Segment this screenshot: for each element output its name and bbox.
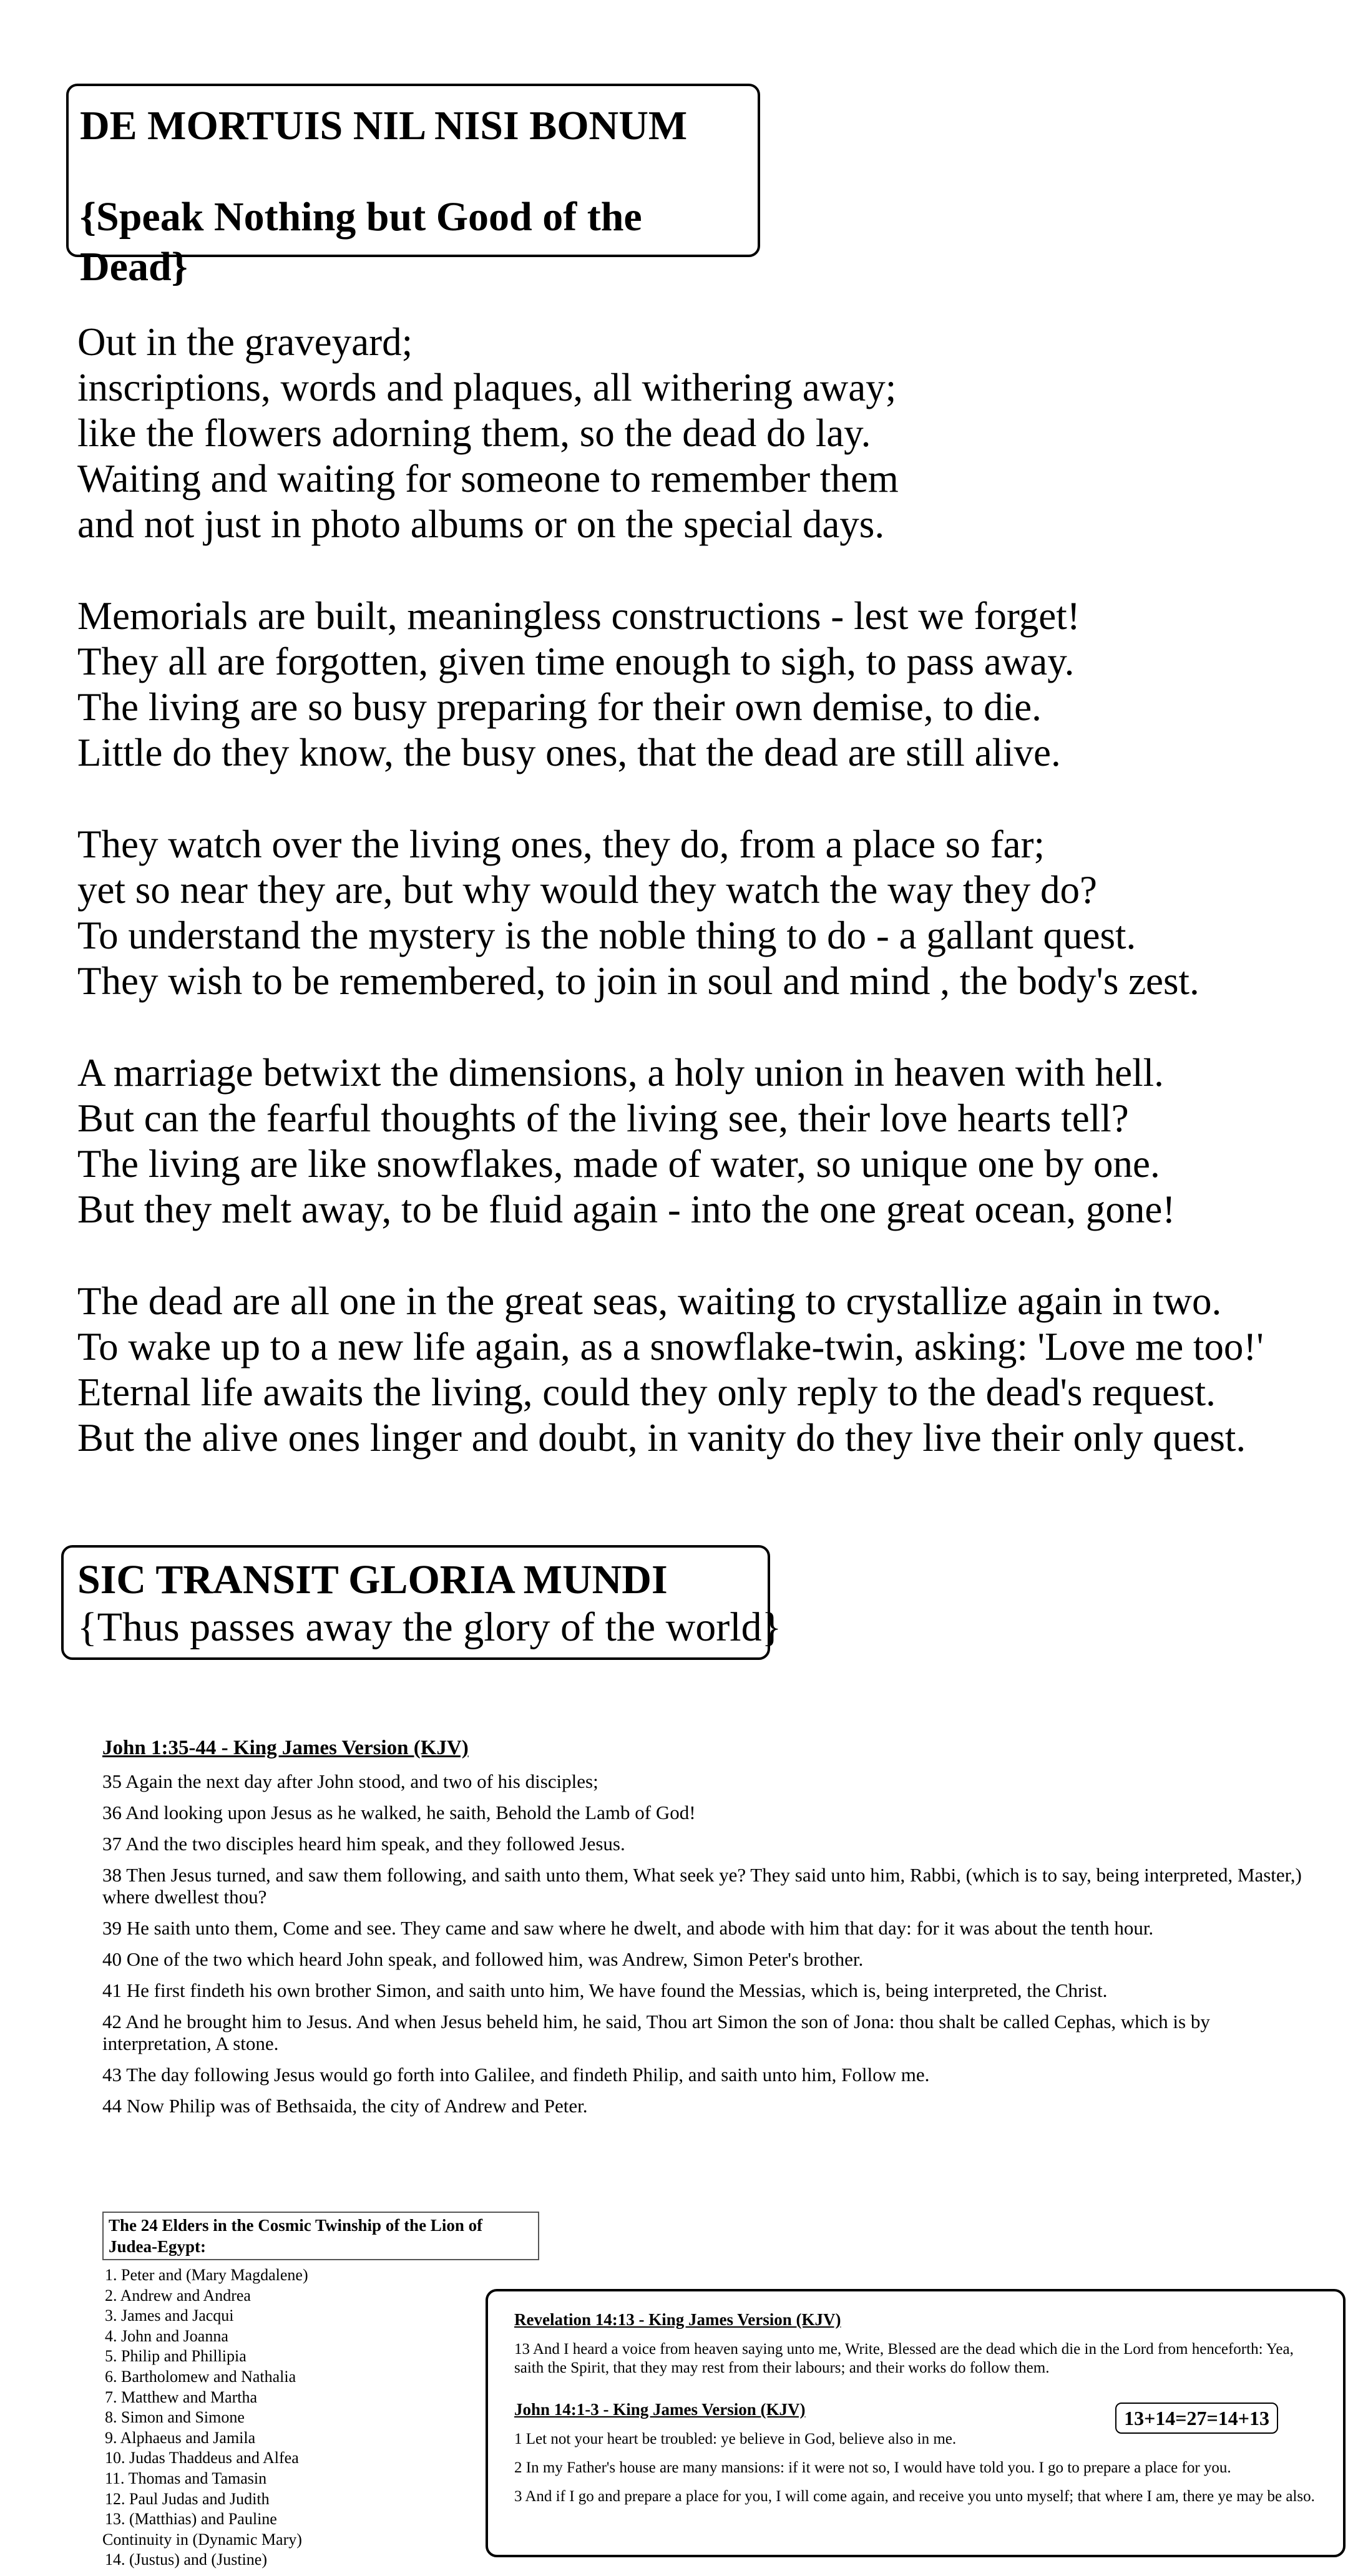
revelation-john14-box	[486, 2289, 1346, 2557]
poem-line: Eternal life awaits the living, could they only reply to the dead's request.	[77, 1370, 1216, 1414]
verse: 40 One of the two which heard John speak, and followed him, was Andrew, Simon Peter's brother.	[102, 1948, 864, 1970]
john-14-reference: John 14:1-3 - King James Version (KJV)	[514, 2400, 806, 2419]
verse: 3 And if I go and prepare a place for you, I will come again, and receive you unto myself; that where I am, there ye may be also.	[514, 2488, 1315, 2505]
verse: 41 He first findeth his own brother Simon, and saith unto him, We have found the Messias, which is, being interpreted, the Christ.	[102, 1979, 1108, 2001]
title-latin: DE MORTUIS NIL NISI BONUM	[80, 103, 688, 149]
elder-item: 13. (Matthias) and Pauline	[105, 2510, 277, 2529]
poem-stanza-3	[77, 822, 1313, 1004]
verse: 36 And looking upon Jesus as he walked, he saith, Behold the Lamb of God!	[102, 1802, 696, 1823]
poem-line: Waiting and waiting for someone to remember them	[77, 457, 899, 500]
poem-line: To wake up to a new life again, as a snowflake-twin, asking: 'Love me too!'	[77, 1325, 1264, 1368]
john-1-reference: John 1:35-44 - King James Version (KJV)	[102, 1737, 469, 1759]
elder-item: 10. Judas Thaddeus and Alfea	[105, 2449, 299, 2467]
poem-stanza-5	[77, 1279, 1313, 1461]
poem-line: But can the fearful thoughts of the living see, their love hearts tell?	[77, 1096, 1129, 1140]
verse: 13 And I heard a voice from heaven saying unto me, Write, Blessed are the dead which die in the Lord from henceforth: Yea, saith the Spirit, that they may rest from their labours; and their works do follow them.	[514, 2341, 1294, 2376]
poem-line: inscriptions, words and plaques, all withering away;	[77, 366, 897, 409]
verse: 1 Let not your heart be troubled: ye believe in God, believe also in me.	[514, 2431, 957, 2447]
elder-item: Continuity in (Dynamic Mary)	[102, 2530, 302, 2549]
sic-latin: SIC TRANSIT GLORIA MUNDI	[77, 1557, 668, 1603]
title-english: {Speak Nothing but Good of the Dead}	[80, 194, 642, 290]
poem-line: The living are like snowflakes, made of water, so unique one by one.	[77, 1142, 1160, 1186]
elder-item: 12. Paul Judas and Judith	[105, 2489, 270, 2508]
sic-english: {Thus passes away the glory of the world}	[77, 1604, 782, 1650]
poem-line: The dead are all one in the great seas, waiting to crystallize again in two.	[77, 1279, 1222, 1323]
verse: 44 Now Philip was of Bethsaida, the city of Andrew and Peter.	[102, 2095, 588, 2117]
poem-line: yet so near they are, but why would they watch the way they do?	[77, 868, 1098, 912]
elder-item: 6. Bartholomew and Nathalia	[105, 2367, 296, 2386]
poem	[77, 320, 1313, 1507]
verse: 43 The day following Jesus would go forth into Galilee, and findeth Philip, and saith unto him, Follow me.	[102, 2064, 930, 2086]
elder-item: 5. Philip and Phillipia	[105, 2347, 247, 2366]
elder-item: 8. Simon and Simone	[105, 2408, 245, 2427]
elder-item: 2. Andrew and Andrea	[105, 2286, 251, 2305]
verse: 35 Again the next day after John stood, and two of his disciples;	[102, 1770, 598, 1792]
poem-stanza-1	[77, 320, 1313, 547]
verse: 2 In my Father's house are many mansions: if it were not so, I would have told you. I go to prepare a place for you.	[514, 2459, 1231, 2476]
elders-list	[102, 2212, 539, 2570]
elder-item: 9. Alphaeus and Jamila	[105, 2428, 256, 2447]
poem-stanza-2	[77, 593, 1313, 776]
elder-item: 7. Matthew and Martha	[105, 2388, 258, 2406]
poem-line: They watch over the living ones, they do, from a place so far;	[77, 822, 1045, 866]
verse: 38 Then Jesus turned, and saw them following, and saith unto them, What seek ye? They said unto him, Rabbi, (which is to say, being interpreted, Master,) where dwellest thou?	[102, 1864, 1302, 1908]
title-box	[66, 84, 760, 290]
elder-item: 3. James and Jacqui	[105, 2306, 234, 2325]
verse: 39 He saith unto them, Come and see. They came and saw where he dwelt, and abode with him that day: for it was about the tenth hour.	[102, 1917, 1154, 1939]
elder-item: 4. John and Joanna	[105, 2326, 228, 2345]
john-1-passage	[102, 1735, 1313, 2117]
poem-line: A marriage betwixt the dimensions, a holy union in heaven with hell.	[77, 1051, 1164, 1095]
elder-item: 1. Peter and (Mary Magdalene)	[105, 2266, 308, 2284]
poem-line: The living are so busy preparing for their own demise, to die.	[77, 685, 1042, 729]
verse: 37 And the two disciples heard him speak, and they followed Jesus.	[102, 1833, 625, 1855]
poem-line: like the flowers adorning them, so the dead do lay.	[77, 411, 871, 455]
poem-line: To understand the mystery is the noble thing to do - a gallant quest.	[77, 914, 1136, 957]
poem-line: They wish to be remembered, to join in soul and mind , the body's zest.	[77, 959, 1199, 1003]
poem-line: But they melt away, to be fluid again - into the one great ocean, gone!	[77, 1188, 1176, 1231]
poem-line: and not just in photo albums or on the special days.	[77, 502, 885, 546]
poem-line: They all are forgotten, given time enough to sigh, to pass away.	[77, 640, 1075, 683]
poem-line: But the alive ones linger and doubt, in vanity do they live their only quest.	[77, 1416, 1246, 1460]
revelation-reference: Revelation 14:13 - King James Version (KJV)	[514, 2310, 841, 2329]
equation-badge: 13+14=27=14+13	[1115, 2403, 1278, 2434]
poem-line: Memorials are built, meaningless constructions - lest we forget!	[77, 594, 1080, 638]
poem-line: Little do they know, the busy ones, that the dead are still alive.	[77, 731, 1061, 774]
poem-line: Out in the graveyard;	[77, 320, 413, 364]
verse: 42 And he brought him to Jesus. And when Jesus beheld him, he said, Thou art Simon the son of Jona: thou shalt be called Cephas, which is by interpretation, A stone.	[102, 2011, 1210, 2054]
elder-item: 11. Thomas and Tamasin	[105, 2469, 267, 2487]
sic-transit-box	[61, 1545, 782, 1660]
elder-item: 14. (Justus) and (Justine)	[105, 2550, 267, 2569]
poem-stanza-4	[77, 1050, 1313, 1232]
elders-title: The 24 Elders in the Cosmic Twinship of the Lion of Judea-Egypt:	[102, 2212, 539, 2260]
